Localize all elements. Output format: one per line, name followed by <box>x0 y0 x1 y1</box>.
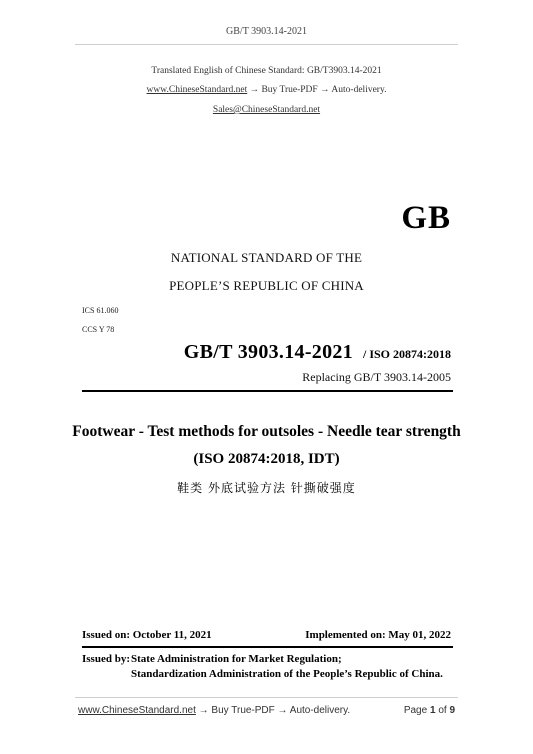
implemented-on: Implemented on: May 01, 2022 <box>305 629 451 641</box>
translation-note: Translated English of Chinese Standard: GB/T3903.14-2021 <box>151 66 382 76</box>
issued-by-line2: Standardization Administration of the People’s Republic of China. <box>131 668 443 680</box>
running-header: GB/T 3903.14-2021 <box>226 26 307 37</box>
national-standard-line2: PEOPLE’S REPUBLIC OF CHINA <box>169 278 364 293</box>
page-current: 1 <box>429 705 436 716</box>
gb-logo: GB <box>401 200 451 236</box>
page-label: Page <box>403 705 428 716</box>
dates-divider <box>82 646 453 648</box>
site-line <box>0 85 533 95</box>
footer-site-line <box>78 705 350 716</box>
title-english: Footwear - Test methods for outsoles - Needle tear strength <box>72 423 461 440</box>
iso-reference: / ISO 20874:2018 <box>362 347 451 361</box>
standard-number: GB/T 3903.14-2021 <box>183 341 353 363</box>
footer-site-text: → Buy True-PDF → Auto-delivery. <box>195 705 351 716</box>
footer-divider <box>75 697 458 698</box>
footer-site-link[interactable]: www.ChineseStandard.net <box>78 705 196 716</box>
replacing-note: Replacing GB/T 3903.14-2005 <box>302 370 451 384</box>
page-of: of <box>438 705 447 716</box>
issued-by-label: Issued by: <box>82 653 130 665</box>
sales-line <box>0 105 533 115</box>
standard-number-line <box>184 341 451 364</box>
sales-email-link[interactable]: Sales@ChineseStandard.net <box>212 105 321 115</box>
ccs-code: CCS Y 78 <box>82 325 115 334</box>
header-divider <box>75 44 458 45</box>
ics-code: ICS 61.060 <box>82 306 119 315</box>
issued-on: Issued on: October 11, 2021 <box>82 629 212 641</box>
title-iso: (ISO 20874:2018, IDT) <box>193 451 340 467</box>
page-indicator <box>404 705 455 716</box>
national-standard-line1: NATIONAL STANDARD OF THE <box>170 250 363 265</box>
page-total: 9 <box>449 705 455 716</box>
issued-by-line1: State Administration for Market Regulation; <box>131 653 342 665</box>
site-link[interactable]: www.ChineseStandard.net <box>146 85 248 95</box>
site-line-text: → Buy True-PDF → Auto-delivery. <box>247 85 387 95</box>
title-divider <box>82 390 453 392</box>
title-chinese: 鞋类 外底试验方法 针撕破强度 <box>177 481 356 495</box>
